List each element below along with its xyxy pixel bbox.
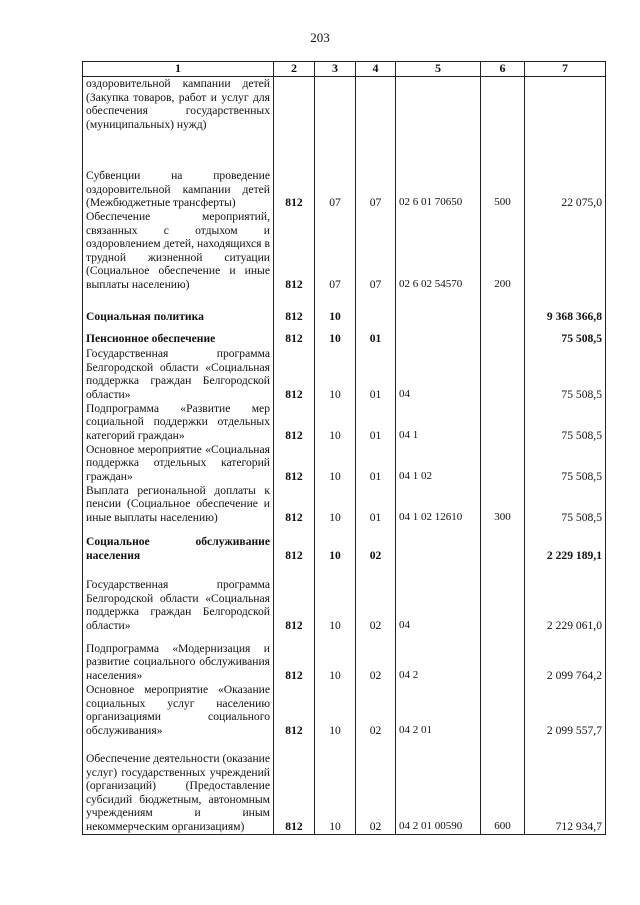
table-row xyxy=(83,210,606,292)
row-col-3: 10 xyxy=(315,563,356,633)
row-col-7: 9 368 366,8 xyxy=(525,292,606,324)
row-col-5: 04 xyxy=(396,346,481,402)
table-row xyxy=(83,738,606,835)
row-name: Пенсионное обеспечение xyxy=(83,324,274,346)
row-col-6: 500 xyxy=(481,158,525,210)
row-col-3: 10 xyxy=(315,324,356,346)
row-col-4: 07 xyxy=(356,158,396,210)
table-row xyxy=(83,484,606,525)
row-name: оздоровительной кампании детей (Закупка товаров, работ и услуг для обеспечения государственных (муниципальных) нужд) xyxy=(83,77,274,159)
row-col-6 xyxy=(481,443,525,484)
row-col-7 xyxy=(525,210,606,292)
table-row xyxy=(83,292,606,324)
table-row xyxy=(83,633,606,683)
row-col-3: 10 xyxy=(315,443,356,484)
row-col-6: 300 xyxy=(481,484,525,525)
row-col-4: 02 xyxy=(356,563,396,633)
table-row xyxy=(83,443,606,484)
row-name: Подпрограмма «Развитие мер социальной поддержки отдельных категорий граждан» xyxy=(83,402,274,443)
row-col-5: 04 xyxy=(396,563,481,633)
row-col-7: 2 229 189,1 xyxy=(525,525,606,563)
table-row xyxy=(83,346,606,402)
table-row xyxy=(83,158,606,210)
row-col-2: 812 xyxy=(274,525,315,563)
row-col-4: 01 xyxy=(356,402,396,443)
row-name: Социальное обслуживание населения xyxy=(83,525,274,563)
row-col-6 xyxy=(481,525,525,563)
row-col-2: 812 xyxy=(274,443,315,484)
row-col-5: 04 2 xyxy=(396,633,481,683)
row-col-2: 812 xyxy=(274,738,315,835)
page-number: 203 xyxy=(310,30,330,45)
row-name: Обеспечение мероприятий, связанных с отдыхом и оздоровлением детей, находящихся в трудной жизненной ситуации (Социальное обеспечение и иные выплаты населению) xyxy=(83,210,274,292)
row-col-5: 04 2 01 00590 xyxy=(396,738,481,835)
row-col-2 xyxy=(274,77,315,159)
row-col-3: 10 xyxy=(315,683,356,738)
row-col-6 xyxy=(481,324,525,346)
row-col-7: 75 508,5 xyxy=(525,346,606,402)
row-col-3: 10 xyxy=(315,292,356,324)
header-col-4: 4 xyxy=(356,62,396,77)
row-col-7: 2 229 061,0 xyxy=(525,563,606,633)
row-col-7 xyxy=(525,77,606,159)
row-col-6: 600 xyxy=(481,738,525,835)
row-name: Социальная политика xyxy=(83,292,274,324)
row-col-5 xyxy=(396,525,481,563)
row-col-5: 02 6 02 54570 xyxy=(396,210,481,292)
row-col-7: 75 508,5 xyxy=(525,443,606,484)
row-col-4: 01 xyxy=(356,346,396,402)
row-col-2: 812 xyxy=(274,683,315,738)
row-col-3: 10 xyxy=(315,346,356,402)
table-row xyxy=(83,324,606,346)
header-col-5: 5 xyxy=(396,62,481,77)
row-col-2: 812 xyxy=(274,324,315,346)
row-col-5: 04 1 xyxy=(396,402,481,443)
row-col-6 xyxy=(481,563,525,633)
row-col-7: 2 099 557,7 xyxy=(525,683,606,738)
row-col-3: 07 xyxy=(315,210,356,292)
row-col-4: 01 xyxy=(356,484,396,525)
header-col-7: 7 xyxy=(525,62,606,77)
row-col-6 xyxy=(481,77,525,159)
row-col-2: 812 xyxy=(274,484,315,525)
header-col-6: 6 xyxy=(481,62,525,77)
row-col-7: 75 508,5 xyxy=(525,324,606,346)
row-col-3: 10 xyxy=(315,402,356,443)
row-name: Выплата региональной доплаты к пенсии (Социальное обеспечение и иные выплаты населению) xyxy=(83,484,274,525)
row-col-5: 04 1 02 12610 xyxy=(396,484,481,525)
row-col-3: 10 xyxy=(315,633,356,683)
row-name: Обеспечение деятельности (оказание услуг) государственных учреждений (организаций) (Предоставление субсидий бюджетным, автономным учреждениям и иным некоммерческим организациям) xyxy=(83,738,274,835)
row-col-2: 812 xyxy=(274,292,315,324)
row-col-7: 75 508,5 xyxy=(525,402,606,443)
row-col-2: 812 xyxy=(274,633,315,683)
table-row xyxy=(83,77,606,159)
row-col-5 xyxy=(396,77,481,159)
row-col-5 xyxy=(396,324,481,346)
row-col-4: 02 xyxy=(356,683,396,738)
row-col-3: 10 xyxy=(315,738,356,835)
row-col-5: 04 2 01 xyxy=(396,683,481,738)
row-col-3 xyxy=(315,77,356,159)
row-name: Государственная программа Белгородской области «Социальная поддержка граждан Белгородской области» xyxy=(83,563,274,633)
row-col-5: 04 1 02 xyxy=(396,443,481,484)
table-row xyxy=(83,683,606,738)
row-col-4: 02 xyxy=(356,633,396,683)
row-name: Субвенции на проведение оздоровительной кампании детей (Межбюджетные трансферты) xyxy=(83,158,274,210)
row-col-3: 10 xyxy=(315,484,356,525)
row-col-4: 02 xyxy=(356,525,396,563)
row-col-7: 712 934,7 xyxy=(525,738,606,835)
row-col-2: 812 xyxy=(274,346,315,402)
row-col-6 xyxy=(481,633,525,683)
row-col-4: 01 xyxy=(356,324,396,346)
row-col-6: 200 xyxy=(481,210,525,292)
table-header-row xyxy=(83,62,606,77)
row-col-4 xyxy=(356,292,396,324)
row-col-6 xyxy=(481,683,525,738)
row-col-6 xyxy=(481,402,525,443)
row-col-7: 22 075,0 xyxy=(525,158,606,210)
table-row xyxy=(83,525,606,563)
row-col-4: 01 xyxy=(356,443,396,484)
row-col-2: 812 xyxy=(274,563,315,633)
row-col-2: 812 xyxy=(274,210,315,292)
header-col-2: 2 xyxy=(274,62,315,77)
row-col-2: 812 xyxy=(274,158,315,210)
row-col-4: 07 xyxy=(356,210,396,292)
row-col-4: 02 xyxy=(356,738,396,835)
table-row xyxy=(83,402,606,443)
row-col-7: 2 099 764,2 xyxy=(525,633,606,683)
row-col-4 xyxy=(356,77,396,159)
header-col-1: 1 xyxy=(83,62,274,77)
row-name: Подпрограмма «Модернизация и развитие социального обслуживания населения» xyxy=(83,633,274,683)
row-col-7: 75 508,5 xyxy=(525,484,606,525)
row-col-3: 10 xyxy=(315,525,356,563)
row-name: Основное мероприятие «Оказание социальных услуг населению организациями социального обслуживания» xyxy=(83,683,274,738)
row-col-5 xyxy=(396,292,481,324)
table-row xyxy=(83,563,606,633)
row-name: Основное мероприятие «Социальная поддержка отдельных категорий граждан» xyxy=(83,443,274,484)
budget-table xyxy=(82,61,606,835)
row-name: Государственная программа Белгородской области «Социальная поддержка граждан Белгородской области» xyxy=(83,346,274,402)
row-col-2: 812 xyxy=(274,402,315,443)
row-col-3: 07 xyxy=(315,158,356,210)
row-col-6 xyxy=(481,292,525,324)
row-col-5: 02 6 01 70650 xyxy=(396,158,481,210)
row-col-6 xyxy=(481,346,525,402)
header-col-3: 3 xyxy=(315,62,356,77)
